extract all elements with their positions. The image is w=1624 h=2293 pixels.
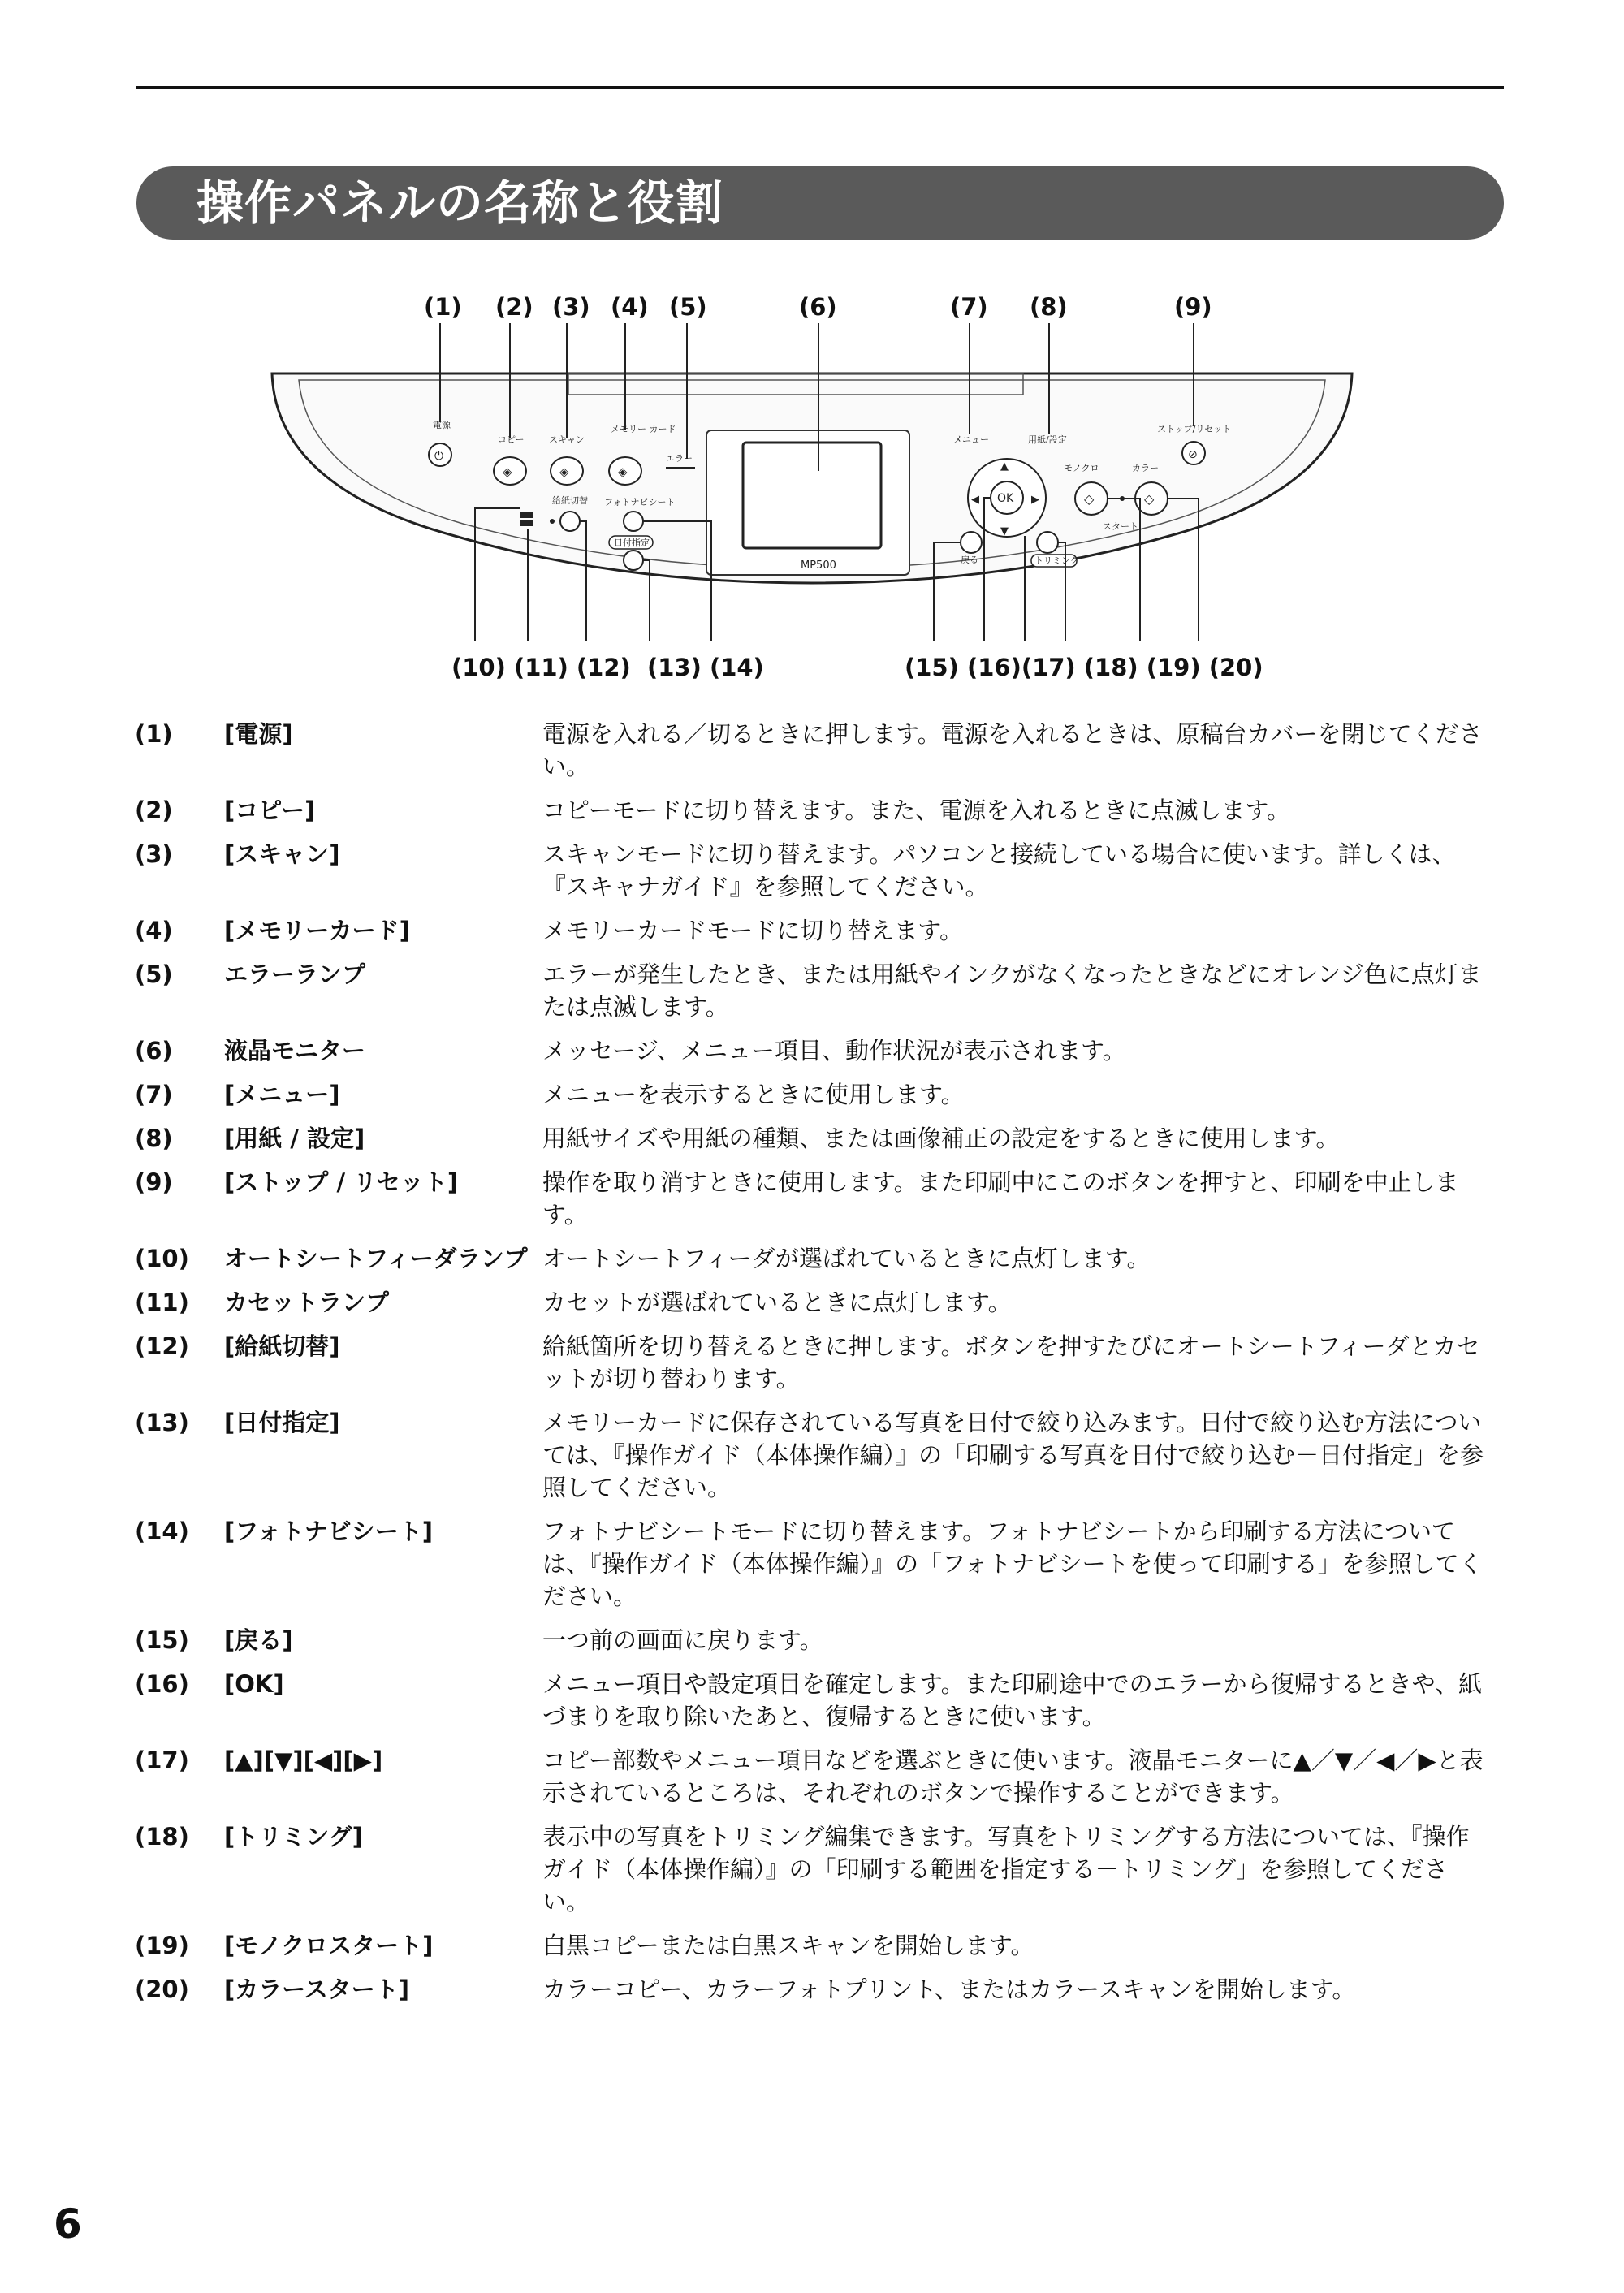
item-number: (20) xyxy=(135,1976,189,2003)
ok-label: OK xyxy=(997,492,1014,505)
label-menu: メニュー xyxy=(953,434,989,445)
item-name: 液晶モニター xyxy=(224,1037,366,1064)
list-item xyxy=(135,1820,1515,1918)
list-item xyxy=(135,1624,1515,1656)
item-description: メニューを表示するときに使用します。 xyxy=(542,1081,965,1108)
list-item xyxy=(135,1973,1515,2006)
item-name: [ストップ / リセット] xyxy=(224,1168,459,1196)
item-number: (16) xyxy=(135,1670,189,1698)
callouts-bottom-right: (15) (16)(17) (18) (19) (20) xyxy=(905,654,1263,681)
down-arrow-icon[interactable]: ▼ xyxy=(1000,525,1009,538)
item-description: カセットが選ばれているときに点灯します。 xyxy=(542,1289,1012,1316)
label-power: 電源 xyxy=(433,420,451,430)
back-button[interactable] xyxy=(961,532,982,553)
list-item xyxy=(135,1515,1515,1613)
item-number: (8) xyxy=(135,1125,173,1152)
callouts-bottom-left: (10) (11) (12) (13) (14) xyxy=(451,654,764,681)
item-description: メモリーカードモードに切り替えます。 xyxy=(542,917,963,944)
item-description: スキャンモードに切り替えます。パソコンと接続している場合に使います。詳しくは、『スキャナガイド』を参照してください。 xyxy=(542,840,1456,900)
callout-3: (3) xyxy=(552,293,590,321)
right-arrow-icon[interactable]: ▶ xyxy=(1031,494,1039,506)
list-item xyxy=(135,1668,1515,1733)
label-scan: スキャン xyxy=(549,434,585,445)
label-color: カラー xyxy=(1132,463,1159,473)
item-number: (12) xyxy=(135,1332,189,1360)
callout-4: (4) xyxy=(611,293,649,321)
label-back: 戻る xyxy=(961,555,978,565)
model-label: MP500 xyxy=(801,559,836,572)
list-item xyxy=(135,1078,1515,1111)
item-number: (3) xyxy=(135,840,173,868)
item-number: (5) xyxy=(135,961,173,988)
item-name: [戻る] xyxy=(224,1626,293,1654)
photo-navi-sheet-button[interactable] xyxy=(624,512,643,531)
list-item xyxy=(135,838,1515,903)
left-arrow-icon[interactable]: ◀ xyxy=(971,494,979,506)
label-error: エラー xyxy=(666,453,693,464)
label-mono: モノクロ xyxy=(1064,463,1099,473)
label-paper-setting: 用紙/設定 xyxy=(1028,434,1067,445)
item-name: カセットランプ xyxy=(224,1289,390,1316)
mono-start-icon: ◇ xyxy=(1084,491,1095,507)
item-name: [OK] xyxy=(224,1670,284,1698)
trimming-button[interactable] xyxy=(1037,532,1058,553)
item-number: (18) xyxy=(135,1823,189,1850)
list-item xyxy=(135,1034,1515,1067)
item-name: [コピー] xyxy=(224,797,316,824)
item-description: エラーが発生したとき、または用紙やインクがなくなったときなどにオレンジ色に点灯または点滅します。 xyxy=(542,961,1482,1021)
item-number: (19) xyxy=(135,1932,189,1959)
item-description: 給紙箇所を切り替えるときに押します。ボタンを押すたびにオートシートフィーダとカセットが切り替わります。 xyxy=(542,1332,1480,1393)
item-description: 用紙サイズや用紙の種類、または画像補正の設定をするときに使用します。 xyxy=(542,1125,1340,1152)
item-number: (6) xyxy=(135,1037,173,1064)
item-name: [フォトナビシート] xyxy=(224,1518,434,1545)
color-start-icon: ◇ xyxy=(1144,491,1155,507)
top-rule xyxy=(136,86,1504,89)
callout-9: (9) xyxy=(1174,293,1212,321)
date-select-button[interactable] xyxy=(624,551,643,570)
item-name: [給紙切替] xyxy=(224,1332,340,1360)
list-item xyxy=(135,1406,1515,1504)
label-paper-feed-switch: 給紙切替 xyxy=(552,495,588,506)
panel-illustration xyxy=(0,276,1624,698)
label-trimming: トリミング xyxy=(1034,555,1079,566)
label-date-select: 日付指定 xyxy=(614,538,650,548)
memory-card-icon: ◈ xyxy=(618,464,628,479)
callout-7: (7) xyxy=(950,293,988,321)
lcd-monitor xyxy=(743,443,881,548)
page-title: 操作パネルの名称と役割 xyxy=(197,175,724,231)
list-item xyxy=(135,1330,1515,1395)
feed-indicator-dot xyxy=(550,519,555,524)
item-name: オートシートフィーダランプ xyxy=(224,1245,528,1272)
item-number: (7) xyxy=(135,1081,173,1108)
item-name: [モノクロスタート] xyxy=(224,1932,434,1959)
item-description: メニュー項目や設定項目を確定します。また印刷途中でのエラーから復帰するときや、紙づまりを取り除いたあと、復帰するときに使います。 xyxy=(542,1670,1483,1730)
callout-2: (2) xyxy=(495,293,533,321)
list-item xyxy=(135,1744,1515,1809)
item-number: (4) xyxy=(135,917,173,944)
label-memory-card: メモリー カード xyxy=(611,424,676,434)
asf-lamp xyxy=(520,512,533,518)
list-item xyxy=(135,718,1515,783)
list-item xyxy=(135,1122,1515,1155)
item-description: 電源を入れる／切るときに押します。電源を入れるときは、原稿台カバーを閉じてください。 xyxy=(542,720,1483,780)
item-number: (13) xyxy=(135,1409,189,1436)
item-number: (2) xyxy=(135,797,173,824)
item-description: 表示中の写真をトリミング編集できます。写真をトリミングする方法については、『操作ガイド（本体操作編）』の「印刷する範囲を指定する－トリミング」を参照してください。 xyxy=(542,1823,1470,1915)
item-description: メモリーカードに保存されている写真を日付で絞り込みます。日付で絞り込む方法については、『操作ガイド（本体操作編）』の「印刷する写真を日付で絞り込む－日付指定」を参照してください。 xyxy=(542,1409,1484,1501)
item-name: [カラースタート] xyxy=(224,1976,410,2003)
item-name: [メモリーカード] xyxy=(224,917,410,944)
item-description: コピーモードに切り替えます。また、電源を入れるときに点滅します。 xyxy=(542,797,1291,824)
list-item xyxy=(135,958,1515,1023)
item-number: (17) xyxy=(135,1747,189,1774)
item-description: コピー部数やメニュー項目などを選ぶときに使います。液晶モニターに▲／▼／◀／▶と表示されているところは、それぞれのボタンで操作することができます。 xyxy=(542,1747,1484,1807)
label-copy: コピー xyxy=(498,434,525,445)
item-description: オートシートフィーダが選ばれているときに点灯します。 xyxy=(542,1245,1151,1272)
scan-icon: ◈ xyxy=(559,464,569,479)
item-number: (15) xyxy=(135,1626,189,1654)
list-item xyxy=(135,1242,1515,1275)
item-number: (10) xyxy=(135,1245,189,1272)
list-item xyxy=(135,914,1515,947)
callout-8: (8) xyxy=(1030,293,1068,321)
item-number: (1) xyxy=(135,720,173,748)
label-start: スタート xyxy=(1103,521,1138,532)
item-name: [トリミング] xyxy=(224,1823,363,1850)
list-item xyxy=(135,794,1515,827)
description-list xyxy=(135,718,1515,2017)
item-number: (14) xyxy=(135,1518,189,1545)
item-description: 一つ前の画面に戻ります。 xyxy=(542,1626,823,1654)
label-photo-navi-sheet: フォトナビシート xyxy=(604,497,676,507)
list-item xyxy=(135,1166,1515,1231)
item-description: カラーコピー、カラーフォトプリント、またはカラースキャンを開始します。 xyxy=(542,1976,1356,2003)
item-name: [スキャン] xyxy=(224,840,340,868)
item-name: [日付指定] xyxy=(224,1409,340,1436)
up-arrow-icon[interactable]: ▲ xyxy=(1000,460,1009,473)
item-name: [用紙 / 設定] xyxy=(224,1125,365,1152)
item-number: (9) xyxy=(135,1168,173,1196)
stop-icon: ⊘ xyxy=(1188,448,1198,461)
callout-1: (1) xyxy=(424,293,462,321)
copy-icon: ◈ xyxy=(503,464,512,479)
callout-6: (6) xyxy=(799,293,837,321)
item-name: [電源] xyxy=(224,720,293,748)
item-name: [▲][▼][◀][▶] xyxy=(224,1747,383,1774)
item-number: (11) xyxy=(135,1289,189,1316)
item-description: メッセージ、メニュー項目、動作状況が表示されます。 xyxy=(542,1037,1126,1064)
item-description: 操作を取り消すときに使用します。また印刷中にこのボタンを押すと、印刷を中止します。 xyxy=(542,1168,1459,1229)
list-item xyxy=(135,1286,1515,1319)
list-item xyxy=(135,1929,1515,1962)
item-name: エラーランプ xyxy=(224,961,366,988)
control-panel-diagram xyxy=(0,276,1624,698)
item-description: フォトナビシートモードに切り替えます。フォトナビシートから印刷する方法については、『操作ガイド（本体操作編）』の「フォトナビシートを使って印刷する」を参照してください。 xyxy=(542,1518,1483,1610)
title-bar xyxy=(136,166,1504,240)
paper-feed-switch-button[interactable] xyxy=(560,512,580,531)
callouts-top xyxy=(424,293,1212,321)
label-stop-reset: ストップ/リセット xyxy=(1157,424,1232,434)
cassette-lamp xyxy=(520,520,533,526)
item-description: 白黒コピーまたは白黒スキャンを開始します。 xyxy=(542,1932,1034,1959)
callout-5: (5) xyxy=(669,293,707,321)
item-name: [メニュー] xyxy=(224,1081,340,1108)
page-number: 6 xyxy=(54,2200,82,2248)
power-icon: ⏻ xyxy=(434,450,444,463)
